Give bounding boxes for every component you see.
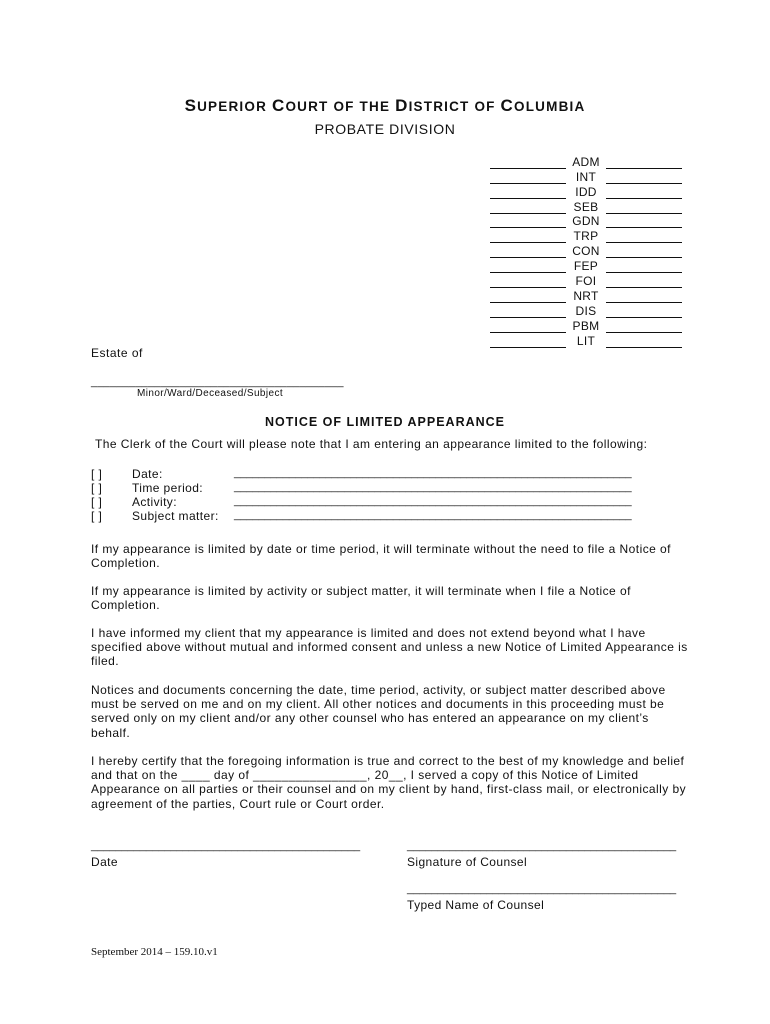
case-code-right-field[interactable]	[606, 290, 682, 303]
case-code-row	[490, 169, 682, 184]
date-label: Date	[91, 855, 118, 869]
notice-intro: The Clerk of the Court will please note that I am entering an appearance limited to the following:	[95, 437, 648, 451]
paragraph-service-of-notices: Notices and documents concerning the date, time period, activity, or subject matter described above must be served on me and on my client. All other notices and documents in this proceeding must be served only on my client and/or any other counsel who has entered an appearance on my client’s behalf.	[91, 683, 666, 740]
case-code-label: PBM	[572, 318, 600, 333]
case-code-list	[490, 154, 682, 348]
limitation-row-subject-matter	[91, 509, 691, 523]
limitation-row-activity	[91, 495, 691, 509]
limitation-field-time-period[interactable]: _________________________________________________________________	[234, 481, 632, 493]
case-code-right-field[interactable]	[606, 260, 682, 273]
case-code-left-field[interactable]	[490, 245, 566, 258]
case-code-right-field[interactable]	[606, 230, 682, 243]
limitation-label: Date:	[132, 467, 163, 481]
date-signature-line[interactable]: ____________________________________________	[91, 840, 361, 852]
case-code-left-field[interactable]	[490, 186, 566, 199]
counsel-signature-line[interactable]: ____________________________________________	[407, 840, 677, 852]
case-code-label: LIT	[576, 333, 596, 348]
case-code-row	[490, 243, 682, 258]
case-code-left-field[interactable]	[490, 156, 566, 169]
court-title-part: OURT OF THE	[285, 99, 396, 114]
case-code-right-field[interactable]	[606, 171, 682, 184]
case-code-label: SEB	[573, 199, 599, 214]
case-code-row	[490, 273, 682, 288]
case-code-row	[490, 154, 682, 169]
limitation-field-activity[interactable]: _________________________________________________________________	[234, 495, 632, 507]
estate-name-line[interactable]: ________________________________________	[91, 376, 344, 388]
court-title-part: C	[500, 96, 515, 115]
case-code-label: FOI	[575, 274, 597, 289]
case-code-left-field[interactable]	[490, 275, 566, 288]
notice-title: NOTICE OF LIMITED APPEARANCE	[264, 415, 506, 429]
paragraph-certification: I hereby certify that the foregoing information is true and correct to the best of my knowledge and belief and that on the ____ day of ________________, 20__, I served a copy of this Notice of Limited Appearance on all parties or their counsel and on my client by hand, first-class mail, or electronically by agreement of the parties, Court rule or Court order.	[91, 754, 687, 811]
typed-name-label: Typed Name of Counsel	[407, 898, 545, 912]
limitation-row-date	[91, 467, 691, 481]
typed-name-line[interactable]: ____________________________________________	[407, 883, 677, 895]
court-title-part: C	[271, 96, 286, 115]
case-code-left-field[interactable]	[490, 290, 566, 303]
case-code-label: NRT	[573, 288, 599, 303]
case-code-right-field[interactable]	[606, 305, 682, 318]
case-code-right-field[interactable]	[606, 186, 682, 199]
estate-caption: Minor/Ward/Deceased/Subject	[137, 388, 284, 399]
case-code-row	[490, 333, 682, 348]
case-code-row	[490, 258, 682, 273]
court-title-part: D	[395, 96, 409, 115]
case-code-right-field[interactable]	[606, 156, 682, 169]
case-code-left-field[interactable]	[490, 201, 566, 214]
case-code-left-field[interactable]	[490, 230, 566, 243]
case-code-row	[490, 318, 682, 333]
court-title	[0, 96, 770, 116]
case-code-left-field[interactable]	[490, 215, 566, 228]
case-code-label: GDN	[572, 214, 600, 229]
paragraph-date-termination: If my appearance is limited by date or time period, it will terminate without the need to file a Notice of Completion.	[91, 542, 671, 571]
court-title-part: OLUMBIA	[514, 99, 586, 114]
limitation-label: Subject matter:	[132, 509, 219, 523]
limitation-row-time-period	[91, 481, 691, 495]
signature-of-counsel-label: Signature of Counsel	[407, 855, 528, 869]
court-title-part: UPERIOR	[197, 99, 272, 114]
case-code-label: ADM	[572, 154, 600, 169]
case-code-right-field[interactable]	[606, 215, 682, 228]
limitation-label: Time period:	[132, 481, 204, 495]
case-code-row	[490, 303, 682, 318]
case-code-label: DIS	[575, 303, 597, 318]
limitation-field-subject-matter[interactable]: _________________________________________________________________	[234, 509, 632, 521]
case-code-row	[490, 184, 682, 199]
case-code-right-field[interactable]	[606, 245, 682, 258]
form-version-footer: September 2014 – 159.10.v1	[91, 946, 218, 958]
case-code-left-field[interactable]	[490, 305, 566, 318]
case-code-left-field[interactable]	[490, 171, 566, 184]
case-code-label: TRP	[573, 229, 599, 244]
division-title: PROBATE DIVISION	[314, 121, 456, 137]
case-code-left-field[interactable]	[490, 335, 566, 348]
checkbox-subject-matter[interactable]: [ ]	[91, 509, 103, 523]
case-code-row	[490, 199, 682, 214]
case-code-label: IDD	[575, 184, 597, 199]
case-code-label: INT	[575, 169, 597, 184]
checkbox-activity[interactable]: [ ]	[91, 495, 103, 509]
estate-label: Estate of	[91, 346, 143, 360]
case-code-row	[490, 228, 682, 243]
paragraph-activity-termination: If my appearance is limited by activity or subject matter, it will terminate when I file a Notice of Completion.	[91, 584, 631, 613]
limitation-field-date[interactable]: _________________________________________________________________	[234, 467, 632, 479]
checkbox-time-period[interactable]: [ ]	[91, 481, 103, 495]
case-code-right-field[interactable]	[606, 201, 682, 214]
case-code-right-field[interactable]	[606, 335, 682, 348]
case-code-label: FEP	[573, 259, 599, 274]
checkbox-date[interactable]: [ ]	[91, 467, 103, 481]
case-code-left-field[interactable]	[490, 260, 566, 273]
case-code-right-field[interactable]	[606, 275, 682, 288]
case-code-right-field[interactable]	[606, 320, 682, 333]
case-code-left-field[interactable]	[490, 320, 566, 333]
case-code-label: CON	[572, 244, 600, 259]
case-code-row	[490, 288, 682, 303]
limitation-label: Activity:	[132, 495, 177, 509]
court-title-part: ISTRICT OF	[408, 99, 501, 114]
paragraph-client-informed: I have informed my client that my appearance is limited and does not extend beyond what I have specified above without mutual and informed consent and unless a new Notice of Limited Appearance is filed.	[91, 626, 688, 669]
case-code-row	[490, 214, 682, 229]
court-title-part: S	[184, 96, 198, 115]
